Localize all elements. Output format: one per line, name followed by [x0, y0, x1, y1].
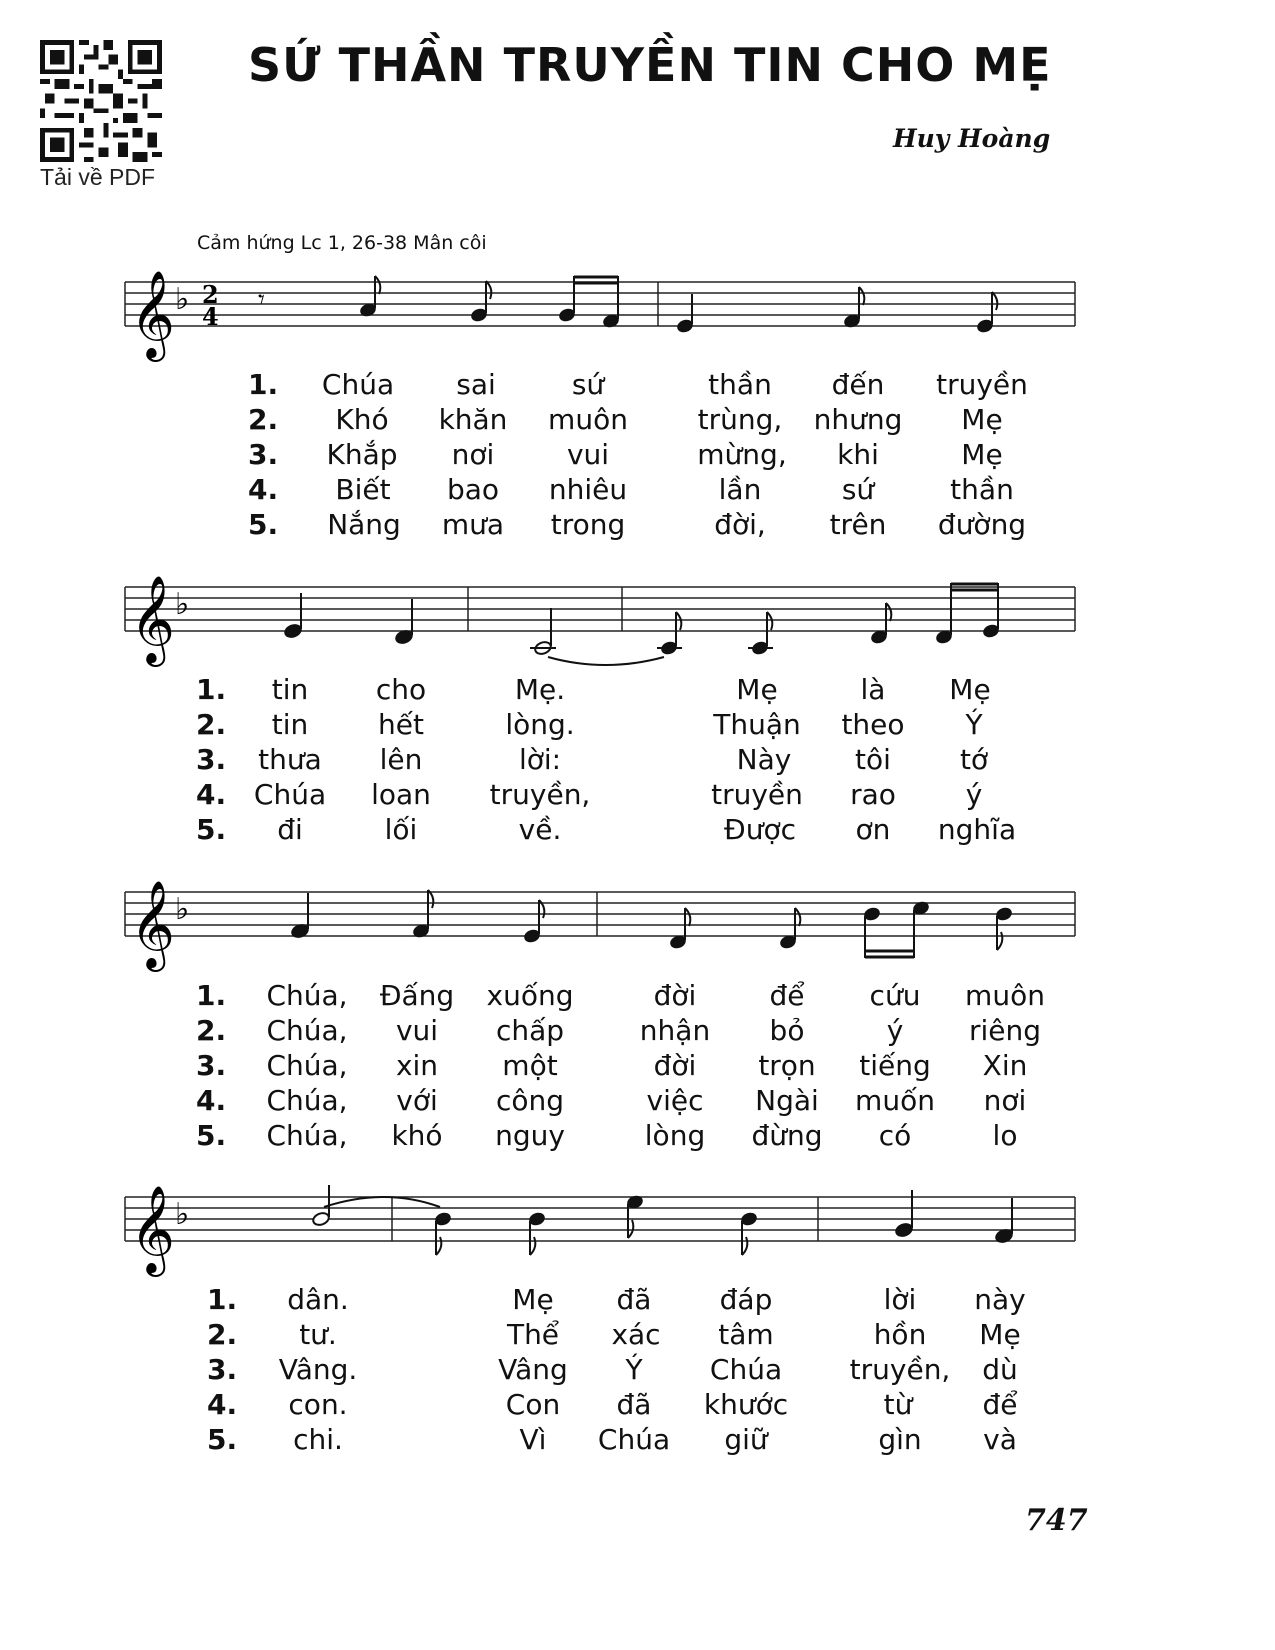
- verse-number: 2.: [248, 403, 279, 436]
- verse-number: 5.: [196, 813, 227, 846]
- verse-number: 3.: [248, 438, 279, 471]
- lyric-word: tôi: [855, 743, 891, 776]
- lyric-word: để: [769, 979, 805, 1012]
- lyric-word: truyền: [711, 778, 803, 811]
- verse-number: 5.: [248, 508, 279, 541]
- verse-number: 4.: [207, 1388, 238, 1421]
- verse-number: 1.: [196, 673, 227, 706]
- verse-number: 2.: [196, 708, 227, 741]
- lyric-word: Thuận: [713, 708, 801, 741]
- lyric-word: một: [502, 1049, 558, 1082]
- lyric-word: Xin: [982, 1049, 1028, 1082]
- qr-code-icon[interactable]: [40, 40, 162, 162]
- lyric-word: và: [983, 1423, 1017, 1456]
- treble-clef-icon: 𝄞: [130, 1185, 175, 1273]
- lyric-word: loan: [371, 778, 431, 811]
- lyric-word: từ: [883, 1388, 913, 1421]
- verse-number: 3.: [196, 1049, 227, 1082]
- flat-key-signature: ♭: [175, 587, 190, 622]
- verse-number: 5.: [196, 1119, 227, 1152]
- lyric-word: truyền,: [489, 778, 591, 811]
- lyric-word: giữ: [724, 1423, 768, 1456]
- lyric-word: thưa: [258, 743, 322, 776]
- verse-number: 4.: [248, 473, 279, 506]
- treble-clef-icon: 𝄞: [130, 880, 175, 968]
- lyric-word: ý: [965, 778, 983, 811]
- lyric-word: Vâng: [498, 1353, 568, 1386]
- lyrics-block-3: [0, 976, 1275, 1161]
- lyric-word: công: [495, 1084, 565, 1117]
- lyric-word: Biết: [335, 473, 391, 506]
- lyric-word: lối: [384, 813, 418, 846]
- flat-key-signature: ♭: [175, 282, 190, 317]
- lyric-word: Con: [505, 1388, 561, 1421]
- verse-number: 2.: [207, 1318, 238, 1351]
- lyric-word: lên: [379, 743, 423, 776]
- lyric-word: chi.: [293, 1423, 343, 1456]
- lyric-word: riêng: [968, 1014, 1042, 1047]
- lyric-word: Này: [736, 743, 792, 776]
- lyric-word: Mẹ: [512, 1283, 554, 1316]
- lyric-word: Chúa,: [266, 1119, 348, 1152]
- lyric-word: Chúa,: [266, 979, 348, 1012]
- lyric-word: ý: [886, 1014, 904, 1047]
- verse-number: 4.: [196, 1084, 227, 1117]
- lyric-word: Mẹ: [961, 403, 1003, 436]
- song-title: SỨ THẦN TRUYỀN TIN CHO MẸ: [248, 38, 1052, 92]
- verse-number: 3.: [207, 1353, 238, 1386]
- lyric-word: với: [396, 1084, 438, 1117]
- lyric-word: thần: [708, 368, 772, 401]
- lyric-word: tin: [271, 673, 309, 706]
- lyric-word: Chúa,: [266, 1014, 348, 1047]
- lyric-word: sai: [456, 368, 496, 401]
- lyric-word: khó: [391, 1119, 443, 1152]
- lyrics-block-2: [0, 670, 1275, 855]
- lyric-word: Mẹ: [949, 673, 991, 706]
- lyric-word: tâm: [718, 1318, 774, 1351]
- lyric-word: bao: [446, 473, 500, 506]
- lyric-word: đường: [937, 508, 1027, 541]
- flat-key-signature: ♭: [175, 1197, 190, 1232]
- lyric-word: nghĩa: [937, 813, 1017, 846]
- lyric-word: vui: [566, 438, 610, 471]
- lyric-word: đã: [616, 1388, 652, 1421]
- lyric-word: Được: [724, 813, 796, 846]
- lyric-word: hết: [378, 708, 424, 741]
- inspiration-note: Cảm hứng Lc 1, 26-38 Mân côi: [197, 232, 487, 254]
- lyric-word: Chúa: [597, 1423, 671, 1456]
- treble-clef-icon: 𝄞: [130, 575, 175, 663]
- lyric-word: trùng,: [697, 403, 783, 436]
- lyric-word: muôn: [965, 979, 1045, 1012]
- tie-icon: [548, 657, 664, 665]
- lyric-word: nơi: [983, 1084, 1027, 1117]
- lyrics-block-1: [0, 365, 1275, 550]
- lyric-word: trên: [829, 508, 887, 541]
- time-signature-top: 2: [202, 280, 219, 309]
- lyric-word: lời:: [518, 743, 562, 776]
- lyric-word: xuống: [486, 979, 574, 1012]
- lyric-word: truyền: [936, 368, 1028, 401]
- music-staff-1: [0, 270, 1275, 365]
- lyric-word: trong: [550, 508, 626, 541]
- lyric-word: Chúa: [709, 1353, 783, 1386]
- lyric-word: Mẹ.: [514, 673, 566, 706]
- lyric-word: bỏ: [769, 1014, 805, 1047]
- lyric-word: dân.: [287, 1283, 349, 1316]
- lyric-word: về.: [518, 813, 562, 846]
- lyric-word: dù: [982, 1353, 1018, 1386]
- lyric-word: lo: [992, 1119, 1018, 1152]
- lyric-word: con.: [288, 1388, 348, 1421]
- verse-number: 2.: [196, 1014, 227, 1047]
- lyric-word: cho: [375, 673, 427, 706]
- lyric-word: có: [878, 1119, 912, 1152]
- lyric-word: đời,: [714, 508, 766, 541]
- lyric-word: nhưng: [813, 403, 903, 436]
- lyric-word: đến: [831, 368, 885, 401]
- page-number: 747: [1025, 1503, 1088, 1538]
- lyric-word: Thể: [506, 1318, 560, 1351]
- lyric-word: lòng.: [505, 708, 575, 741]
- lyric-word: nơi: [451, 438, 495, 471]
- lyric-word: chấp: [495, 1014, 565, 1047]
- lyrics-block-4: [0, 1280, 1275, 1465]
- lyric-word: tớ: [959, 743, 989, 776]
- time-signature-bottom: 4: [202, 302, 219, 331]
- lyric-word: Mẹ: [979, 1318, 1021, 1351]
- verse-number: 4.: [196, 778, 227, 811]
- lyric-word: Đấng: [379, 979, 455, 1012]
- lyric-word: đã: [616, 1283, 652, 1316]
- eighth-rest-icon: 𝄾: [258, 285, 265, 315]
- verse-number: 1.: [207, 1283, 238, 1316]
- lyric-word: Chúa,: [266, 1084, 348, 1117]
- lyric-word: Khắp: [326, 438, 398, 471]
- composer-name: Huy Hoàng: [893, 124, 1051, 153]
- lyric-word: gìn: [878, 1423, 922, 1456]
- lyric-word: xác: [611, 1318, 661, 1351]
- music-staff-4: [0, 1185, 1275, 1280]
- lyric-word: rao: [850, 778, 896, 811]
- lyric-word: Chúa: [253, 778, 327, 811]
- lyric-word: tin: [271, 708, 309, 741]
- lyric-word: theo: [841, 708, 905, 741]
- lyric-word: này: [974, 1283, 1026, 1316]
- lyric-word: khi: [837, 438, 879, 471]
- lyric-word: để: [982, 1388, 1018, 1421]
- lyric-word: tiếng: [859, 1049, 931, 1082]
- lyric-word: sứ: [571, 368, 605, 401]
- verse-number: 1.: [196, 979, 227, 1012]
- lyric-word: hồn: [873, 1318, 927, 1351]
- lyric-word: Chúa: [321, 368, 395, 401]
- flat-key-signature: ♭: [175, 892, 190, 927]
- lyric-word: muôn: [548, 403, 628, 436]
- lyric-word: trọn: [758, 1049, 816, 1082]
- lyric-word: là: [860, 673, 886, 706]
- lyric-word: đời: [653, 979, 697, 1012]
- lyric-word: cứu: [869, 979, 921, 1012]
- lyric-word: mừng,: [697, 438, 787, 471]
- lyric-word: Chúa,: [266, 1049, 348, 1082]
- lyric-word: lời: [883, 1283, 917, 1316]
- lyric-word: ơn: [855, 813, 891, 846]
- lyric-word: nhận: [639, 1014, 711, 1047]
- lyric-word: thần: [950, 473, 1014, 506]
- lyric-word: Ý: [625, 1353, 643, 1386]
- lyric-word: xin: [395, 1049, 439, 1082]
- verse-number: 5.: [207, 1423, 238, 1456]
- lyric-word: việc: [646, 1084, 704, 1117]
- lyric-word: tư.: [299, 1318, 337, 1351]
- verse-number: 1.: [248, 368, 279, 401]
- verse-number: 3.: [196, 743, 227, 776]
- lyric-word: nhiêu: [548, 473, 628, 506]
- lyric-word: khước: [703, 1388, 789, 1421]
- lyric-word: vui: [395, 1014, 439, 1047]
- lyric-word: đi: [277, 813, 303, 846]
- lyric-word: đời: [653, 1049, 697, 1082]
- lyric-word: Vâng.: [278, 1353, 358, 1386]
- music-staff-2: [0, 575, 1275, 670]
- lyric-word: sứ: [841, 473, 875, 506]
- lyric-word: lòng: [644, 1119, 706, 1152]
- lyric-word: truyền,: [849, 1353, 951, 1386]
- lyric-word: Ý: [965, 708, 983, 741]
- lyric-word: đáp: [719, 1283, 773, 1316]
- lyric-word: Khó: [335, 403, 389, 436]
- download-pdf-link[interactable]: Tải về PDF: [40, 164, 156, 190]
- music-staff-3: [0, 880, 1275, 975]
- lyric-word: Mẹ: [736, 673, 778, 706]
- lyric-word: mưa: [441, 508, 505, 541]
- lyric-word: Vì: [519, 1423, 547, 1456]
- lyric-word: nguy: [495, 1119, 565, 1152]
- lyric-word: Ngài: [755, 1084, 819, 1117]
- lyric-word: Mẹ: [961, 438, 1003, 471]
- lyric-word: đừng: [751, 1119, 823, 1152]
- lyric-word: Nắng: [327, 508, 401, 541]
- tie-icon: [324, 1197, 440, 1207]
- lyric-word: lần: [718, 473, 762, 506]
- treble-clef-icon: 𝄞: [130, 270, 175, 358]
- lyric-word: khăn: [438, 403, 508, 436]
- lyric-word: muốn: [855, 1084, 935, 1117]
